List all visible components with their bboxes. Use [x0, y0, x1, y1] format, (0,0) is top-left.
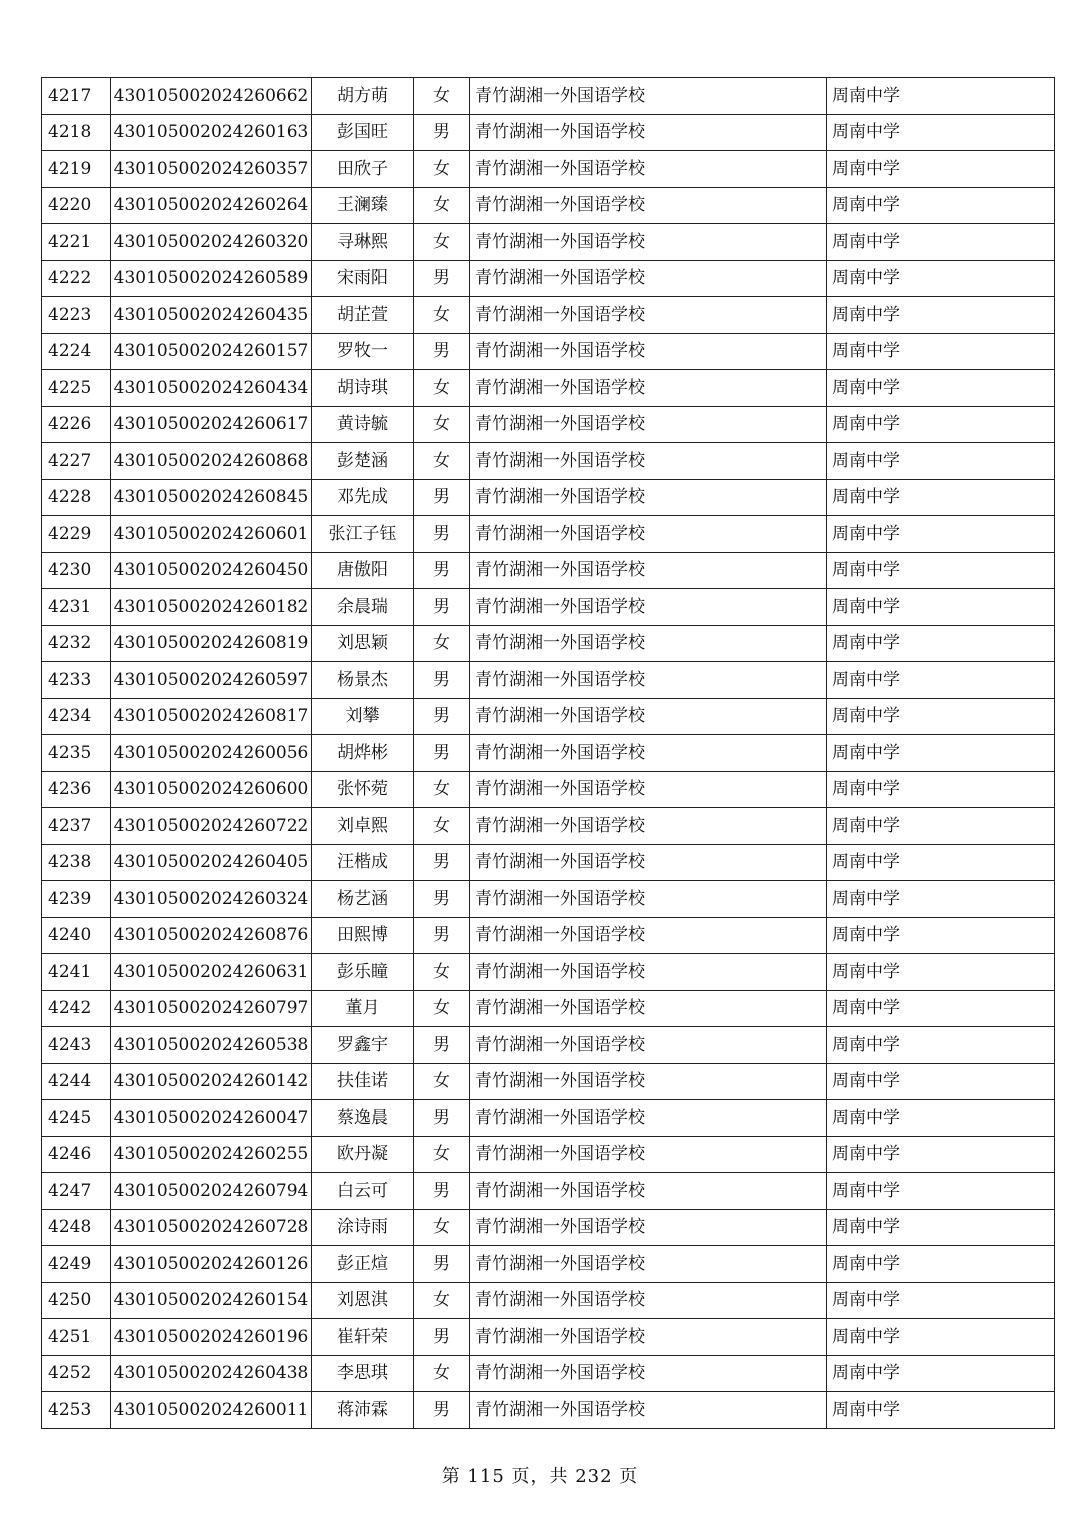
cell-gender: 男	[414, 479, 470, 516]
cell-registration-id: 430105002024260324	[111, 881, 312, 918]
cell-admitted-school: 周南中学	[827, 479, 1055, 516]
cell-admitted-school: 周南中学	[827, 297, 1055, 334]
table-row	[42, 1319, 1055, 1356]
cell-registration-id: 430105002024260845	[111, 479, 312, 516]
cell-student-name: 黄诗毓	[312, 406, 414, 443]
cell-graduating-school: 青竹湖湘一外国语学校	[470, 333, 827, 370]
cell-registration-id: 430105002024260126	[111, 1246, 312, 1283]
cell-graduating-school: 青竹湖湘一外国语学校	[470, 1319, 827, 1356]
cell-seq-no: 4227	[42, 443, 111, 480]
table-row	[42, 954, 1055, 991]
cell-student-name: 王澜臻	[312, 187, 414, 224]
cell-registration-id: 430105002024260817	[111, 698, 312, 735]
cell-registration-id: 430105002024260357	[111, 151, 312, 188]
cell-registration-id: 430105002024260597	[111, 662, 312, 699]
cell-admitted-school: 周南中学	[827, 1282, 1055, 1319]
cell-seq-no: 4249	[42, 1246, 111, 1283]
cell-registration-id: 430105002024260450	[111, 552, 312, 589]
cell-student-name: 刘攀	[312, 698, 414, 735]
cell-gender: 女	[414, 1136, 470, 1173]
cell-graduating-school: 青竹湖湘一外国语学校	[470, 1355, 827, 1392]
table-row	[42, 1355, 1055, 1392]
cell-student-name: 张怀菀	[312, 771, 414, 808]
cell-registration-id: 430105002024260728	[111, 1209, 312, 1246]
cell-registration-id: 430105002024260631	[111, 954, 312, 991]
cell-graduating-school: 青竹湖湘一外国语学校	[470, 1063, 827, 1100]
cell-admitted-school: 周南中学	[827, 844, 1055, 881]
cell-student-name: 邓先成	[312, 479, 414, 516]
cell-student-name: 蒋沛霖	[312, 1392, 414, 1429]
cell-seq-no: 4221	[42, 224, 111, 261]
cell-student-name: 刘卓熙	[312, 808, 414, 845]
table-row	[42, 1392, 1055, 1429]
cell-gender: 男	[414, 698, 470, 735]
cell-admitted-school: 周南中学	[827, 1392, 1055, 1429]
cell-registration-id: 430105002024260405	[111, 844, 312, 881]
cell-seq-no: 4243	[42, 1027, 111, 1064]
cell-seq-no: 4220	[42, 187, 111, 224]
cell-student-name: 彭楚涵	[312, 443, 414, 480]
table-row	[42, 735, 1055, 772]
cell-admitted-school: 周南中学	[827, 370, 1055, 407]
cell-registration-id: 430105002024260589	[111, 260, 312, 297]
cell-registration-id: 430105002024260438	[111, 1355, 312, 1392]
cell-admitted-school: 周南中学	[827, 625, 1055, 662]
cell-graduating-school: 青竹湖湘一外国语学校	[470, 516, 827, 553]
cell-registration-id: 430105002024260819	[111, 625, 312, 662]
cell-student-name: 李思琪	[312, 1355, 414, 1392]
cell-student-name: 唐傲阳	[312, 552, 414, 589]
cell-student-name: 汪楷成	[312, 844, 414, 881]
cell-seq-no: 4241	[42, 954, 111, 991]
table-row	[42, 406, 1055, 443]
cell-gender: 女	[414, 625, 470, 662]
cell-graduating-school: 青竹湖湘一外国语学校	[470, 844, 827, 881]
cell-admitted-school: 周南中学	[827, 1355, 1055, 1392]
cell-admitted-school: 周南中学	[827, 662, 1055, 699]
table-row	[42, 698, 1055, 735]
cell-graduating-school: 青竹湖湘一外国语学校	[470, 187, 827, 224]
cell-seq-no: 4218	[42, 114, 111, 151]
cell-graduating-school: 青竹湖湘一外国语学校	[470, 662, 827, 699]
cell-gender: 女	[414, 990, 470, 1027]
cell-registration-id: 430105002024260264	[111, 187, 312, 224]
cell-graduating-school: 青竹湖湘一外国语学校	[470, 808, 827, 845]
roster-body	[42, 78, 1055, 1429]
cell-gender: 女	[414, 151, 470, 188]
cell-gender: 男	[414, 1173, 470, 1210]
cell-admitted-school: 周南中学	[827, 589, 1055, 626]
cell-graduating-school: 青竹湖湘一外国语学校	[470, 1027, 827, 1064]
table-row	[42, 1100, 1055, 1137]
cell-seq-no: 4217	[42, 78, 111, 115]
cell-student-name: 胡诗琪	[312, 370, 414, 407]
cell-gender: 女	[414, 1282, 470, 1319]
cell-gender: 女	[414, 1063, 470, 1100]
cell-admitted-school: 周南中学	[827, 954, 1055, 991]
table-row	[42, 552, 1055, 589]
cell-seq-no: 4229	[42, 516, 111, 553]
cell-seq-no: 4231	[42, 589, 111, 626]
table-row	[42, 1246, 1055, 1283]
cell-seq-no: 4230	[42, 552, 111, 589]
cell-graduating-school: 青竹湖湘一外国语学校	[470, 114, 827, 151]
cell-seq-no: 4244	[42, 1063, 111, 1100]
cell-admitted-school: 周南中学	[827, 990, 1055, 1027]
cell-gender: 女	[414, 1355, 470, 1392]
cell-student-name: 刘恩淇	[312, 1282, 414, 1319]
table-row	[42, 260, 1055, 297]
cell-seq-no: 4238	[42, 844, 111, 881]
table-row	[42, 333, 1055, 370]
cell-graduating-school: 青竹湖湘一外国语学校	[470, 151, 827, 188]
cell-admitted-school: 周南中学	[827, 552, 1055, 589]
cell-admitted-school: 周南中学	[827, 260, 1055, 297]
cell-seq-no: 4232	[42, 625, 111, 662]
cell-gender: 男	[414, 917, 470, 954]
cell-admitted-school: 周南中学	[827, 443, 1055, 480]
cell-admitted-school: 周南中学	[827, 151, 1055, 188]
cell-seq-no: 4222	[42, 260, 111, 297]
table-row	[42, 808, 1055, 845]
table-row	[42, 662, 1055, 699]
cell-student-name: 罗牧一	[312, 333, 414, 370]
cell-gender: 男	[414, 552, 470, 589]
cell-gender: 女	[414, 771, 470, 808]
cell-seq-no: 4234	[42, 698, 111, 735]
cell-registration-id: 430105002024260182	[111, 589, 312, 626]
cell-admitted-school: 周南中学	[827, 881, 1055, 918]
cell-registration-id: 430105002024260011	[111, 1392, 312, 1429]
cell-seq-no: 4240	[42, 917, 111, 954]
cell-registration-id: 430105002024260794	[111, 1173, 312, 1210]
cell-graduating-school: 青竹湖湘一外国语学校	[470, 260, 827, 297]
cell-registration-id: 430105002024260157	[111, 333, 312, 370]
cell-registration-id: 430105002024260434	[111, 370, 312, 407]
cell-registration-id: 430105002024260722	[111, 808, 312, 845]
cell-student-name: 田熙博	[312, 917, 414, 954]
table-row	[42, 917, 1055, 954]
roster-table	[41, 77, 1055, 1429]
table-row	[42, 990, 1055, 1027]
cell-gender: 男	[414, 114, 470, 151]
cell-student-name: 胡烨彬	[312, 735, 414, 772]
cell-admitted-school: 周南中学	[827, 1136, 1055, 1173]
cell-registration-id: 430105002024260601	[111, 516, 312, 553]
table-row	[42, 516, 1055, 553]
cell-registration-id: 430105002024260196	[111, 1319, 312, 1356]
cell-registration-id: 430105002024260617	[111, 406, 312, 443]
cell-graduating-school: 青竹湖湘一外国语学校	[470, 954, 827, 991]
cell-admitted-school: 周南中学	[827, 1173, 1055, 1210]
cell-student-name: 宋雨阳	[312, 260, 414, 297]
cell-graduating-school: 青竹湖湘一外国语学校	[470, 443, 827, 480]
table-row	[42, 771, 1055, 808]
cell-seq-no: 4251	[42, 1319, 111, 1356]
cell-student-name: 杨艺涵	[312, 881, 414, 918]
cell-registration-id: 430105002024260868	[111, 443, 312, 480]
cell-registration-id: 430105002024260142	[111, 1063, 312, 1100]
cell-registration-id: 430105002024260056	[111, 735, 312, 772]
cell-graduating-school: 青竹湖湘一外国语学校	[470, 552, 827, 589]
table-row	[42, 1209, 1055, 1246]
cell-registration-id: 430105002024260047	[111, 1100, 312, 1137]
cell-registration-id: 430105002024260163	[111, 114, 312, 151]
cell-admitted-school: 周南中学	[827, 1319, 1055, 1356]
table-row	[42, 443, 1055, 480]
cell-graduating-school: 青竹湖湘一外国语学校	[470, 1246, 827, 1283]
cell-registration-id: 430105002024260154	[111, 1282, 312, 1319]
cell-gender: 男	[414, 1246, 470, 1283]
cell-gender: 男	[414, 333, 470, 370]
cell-seq-no: 4233	[42, 662, 111, 699]
cell-gender: 女	[414, 187, 470, 224]
cell-seq-no: 4224	[42, 333, 111, 370]
cell-graduating-school: 青竹湖湘一外国语学校	[470, 1173, 827, 1210]
table-row	[42, 1173, 1055, 1210]
cell-admitted-school: 周南中学	[827, 1246, 1055, 1283]
cell-registration-id: 430105002024260797	[111, 990, 312, 1027]
cell-admitted-school: 周南中学	[827, 735, 1055, 772]
cell-graduating-school: 青竹湖湘一外国语学校	[470, 990, 827, 1027]
table-row	[42, 625, 1055, 662]
cell-seq-no: 4246	[42, 1136, 111, 1173]
table-row	[42, 1282, 1055, 1319]
cell-seq-no: 4219	[42, 151, 111, 188]
cell-student-name: 彭正煊	[312, 1246, 414, 1283]
cell-admitted-school: 周南中学	[827, 333, 1055, 370]
cell-graduating-school: 青竹湖湘一外国语学校	[470, 78, 827, 115]
cell-seq-no: 4253	[42, 1392, 111, 1429]
cell-graduating-school: 青竹湖湘一外国语学校	[470, 771, 827, 808]
cell-gender: 男	[414, 1392, 470, 1429]
cell-student-name: 罗鑫宇	[312, 1027, 414, 1064]
cell-gender: 女	[414, 443, 470, 480]
table-row	[42, 151, 1055, 188]
cell-admitted-school: 周南中学	[827, 771, 1055, 808]
table-row	[42, 1063, 1055, 1100]
cell-seq-no: 4252	[42, 1355, 111, 1392]
cell-seq-no: 4239	[42, 881, 111, 918]
cell-graduating-school: 青竹湖湘一外国语学校	[470, 1136, 827, 1173]
cell-student-name: 胡芷萱	[312, 297, 414, 334]
cell-gender: 女	[414, 406, 470, 443]
cell-admitted-school: 周南中学	[827, 1063, 1055, 1100]
cell-student-name: 蔡逸晨	[312, 1100, 414, 1137]
cell-gender: 男	[414, 662, 470, 699]
cell-admitted-school: 周南中学	[827, 1027, 1055, 1064]
cell-student-name: 杨景杰	[312, 662, 414, 699]
cell-seq-no: 4247	[42, 1173, 111, 1210]
cell-student-name: 张江子钰	[312, 516, 414, 553]
cell-graduating-school: 青竹湖湘一外国语学校	[470, 881, 827, 918]
cell-graduating-school: 青竹湖湘一外国语学校	[470, 297, 827, 334]
cell-gender: 女	[414, 1209, 470, 1246]
table-row	[42, 224, 1055, 261]
cell-graduating-school: 青竹湖湘一外国语学校	[470, 1282, 827, 1319]
table-row	[42, 1027, 1055, 1064]
cell-seq-no: 4245	[42, 1100, 111, 1137]
cell-gender: 男	[414, 1319, 470, 1356]
cell-seq-no: 4248	[42, 1209, 111, 1246]
table-row	[42, 114, 1055, 151]
cell-seq-no: 4236	[42, 771, 111, 808]
table-row	[42, 844, 1055, 881]
cell-gender: 男	[414, 844, 470, 881]
cell-admitted-school: 周南中学	[827, 114, 1055, 151]
table-row	[42, 370, 1055, 407]
cell-seq-no: 4242	[42, 990, 111, 1027]
cell-registration-id: 430105002024260320	[111, 224, 312, 261]
cell-gender: 男	[414, 881, 470, 918]
cell-registration-id: 430105002024260255	[111, 1136, 312, 1173]
cell-gender: 女	[414, 297, 470, 334]
cell-student-name: 寻琳熙	[312, 224, 414, 261]
cell-admitted-school: 周南中学	[827, 808, 1055, 845]
cell-registration-id: 430105002024260435	[111, 297, 312, 334]
cell-student-name: 白云可	[312, 1173, 414, 1210]
cell-student-name: 欧丹凝	[312, 1136, 414, 1173]
cell-graduating-school: 青竹湖湘一外国语学校	[470, 1209, 827, 1246]
cell-graduating-school: 青竹湖湘一外国语学校	[470, 735, 827, 772]
cell-admitted-school: 周南中学	[827, 917, 1055, 954]
cell-student-name: 彭国旺	[312, 114, 414, 151]
cell-seq-no: 4237	[42, 808, 111, 845]
cell-seq-no: 4226	[42, 406, 111, 443]
cell-graduating-school: 青竹湖湘一外国语学校	[470, 698, 827, 735]
cell-gender: 女	[414, 224, 470, 261]
cell-graduating-school: 青竹湖湘一外国语学校	[470, 370, 827, 407]
cell-seq-no: 4250	[42, 1282, 111, 1319]
cell-graduating-school: 青竹湖湘一外国语学校	[470, 625, 827, 662]
cell-gender: 男	[414, 1100, 470, 1137]
table-row	[42, 187, 1055, 224]
cell-admitted-school: 周南中学	[827, 224, 1055, 261]
cell-gender: 男	[414, 260, 470, 297]
cell-registration-id: 430105002024260876	[111, 917, 312, 954]
cell-graduating-school: 青竹湖湘一外国语学校	[470, 479, 827, 516]
cell-student-name: 崔轩荣	[312, 1319, 414, 1356]
cell-gender: 男	[414, 735, 470, 772]
cell-admitted-school: 周南中学	[827, 1209, 1055, 1246]
cell-gender: 女	[414, 78, 470, 115]
cell-registration-id: 430105002024260600	[111, 771, 312, 808]
cell-seq-no: 4235	[42, 735, 111, 772]
cell-gender: 女	[414, 808, 470, 845]
cell-student-name: 扶佳诺	[312, 1063, 414, 1100]
cell-graduating-school: 青竹湖湘一外国语学校	[470, 917, 827, 954]
cell-admitted-school: 周南中学	[827, 78, 1055, 115]
cell-gender: 女	[414, 370, 470, 407]
cell-student-name: 余晨瑞	[312, 589, 414, 626]
table-row	[42, 1136, 1055, 1173]
cell-student-name: 刘思颖	[312, 625, 414, 662]
cell-admitted-school: 周南中学	[827, 516, 1055, 553]
cell-student-name: 涂诗雨	[312, 1209, 414, 1246]
cell-seq-no: 4225	[42, 370, 111, 407]
cell-graduating-school: 青竹湖湘一外国语学校	[470, 589, 827, 626]
cell-gender: 男	[414, 589, 470, 626]
cell-student-name: 董月	[312, 990, 414, 1027]
cell-registration-id: 430105002024260662	[111, 78, 312, 115]
cell-graduating-school: 青竹湖湘一外国语学校	[470, 406, 827, 443]
cell-gender: 女	[414, 954, 470, 991]
cell-seq-no: 4223	[42, 297, 111, 334]
cell-registration-id: 430105002024260538	[111, 1027, 312, 1064]
cell-graduating-school: 青竹湖湘一外国语学校	[470, 224, 827, 261]
cell-student-name: 胡方萌	[312, 78, 414, 115]
cell-admitted-school: 周南中学	[827, 406, 1055, 443]
table-row	[42, 881, 1055, 918]
cell-seq-no: 4228	[42, 479, 111, 516]
table-row	[42, 297, 1055, 334]
table-row	[42, 78, 1055, 115]
cell-admitted-school: 周南中学	[827, 1100, 1055, 1137]
cell-student-name: 彭乐瞳	[312, 954, 414, 991]
page-footer: 第 115 页，共 232 页	[441, 1466, 639, 1487]
cell-student-name: 田欣子	[312, 151, 414, 188]
cell-gender: 男	[414, 1027, 470, 1064]
cell-admitted-school: 周南中学	[827, 187, 1055, 224]
table-row	[42, 589, 1055, 626]
cell-gender: 男	[414, 516, 470, 553]
table-row	[42, 479, 1055, 516]
cell-graduating-school: 青竹湖湘一外国语学校	[470, 1392, 827, 1429]
cell-admitted-school: 周南中学	[827, 698, 1055, 735]
cell-graduating-school: 青竹湖湘一外国语学校	[470, 1100, 827, 1137]
